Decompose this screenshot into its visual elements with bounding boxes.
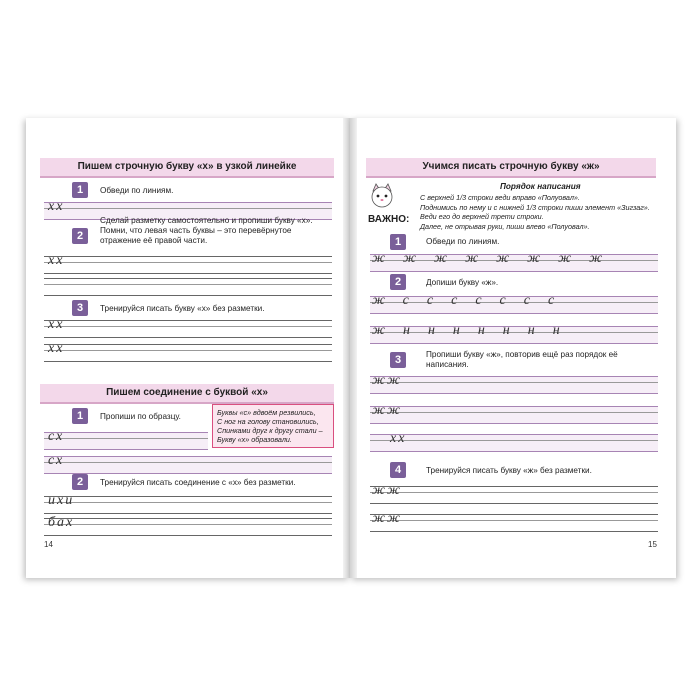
section-header-zh: Учимся писать строчную букву «ж»	[366, 158, 656, 178]
task2-1-instruction: Пропиши по образцу.	[100, 412, 181, 421]
section-header-x-narrow: Пишем строчную букву «х» в узкой линейке	[40, 158, 334, 178]
zh-task-4-instruction: Тренируйся писать букву «ж» без разметки.	[426, 466, 592, 475]
writing-lines-row2	[44, 256, 332, 274]
order-bullet-3: Далее, не отрывая руки, пиши влево «Полуовал».	[420, 222, 590, 231]
script-words1: ихи	[48, 493, 75, 508]
order-bullet-2: Поднимись по нему и с нижней 1/3 строки пиши элемент «Зигзаг». Веди его до верхней трети строки.	[420, 203, 650, 221]
order-title: Порядок написания	[500, 182, 581, 191]
writing-lines-row3	[44, 320, 332, 338]
writing-lines-row3b	[44, 344, 332, 362]
order-bullet-1: С верхней 1/3 строки веди вправо «Полуовал».	[420, 193, 580, 202]
zh-script-row7: жж	[372, 483, 403, 498]
script-row3b: хх	[48, 341, 65, 356]
writing-lines-words2	[44, 518, 332, 536]
poem-line-3: Спинками друг к другу стали –	[217, 426, 323, 435]
zh-lines-row5	[370, 406, 658, 424]
zh-task-2-instruction: Допиши букву «ж».	[426, 278, 499, 287]
writing-lines-conn2	[44, 456, 332, 474]
zh-task-3-instruction: Пропиши букву «ж», повторив ещё раз порядок её написания.	[426, 350, 618, 369]
zh-script-row2: жссссссс	[372, 293, 573, 308]
task-number-2: 2	[72, 228, 88, 244]
section-header-connection: Пишем соединение с буквой «х»	[40, 384, 334, 404]
poem-box	[212, 404, 334, 448]
task2-number-2: 2	[72, 474, 88, 490]
poem-line-4: Букву «х» образовали.	[217, 435, 292, 444]
cat-mascot-icon	[368, 182, 396, 210]
task-number-3: 3	[72, 300, 88, 316]
page-number-left: 14	[44, 540, 53, 549]
zh-script-row8: жж	[372, 511, 403, 526]
important-label: ВАЖНО:	[368, 214, 410, 225]
poem-line-2: С ног на голову становились,	[217, 417, 319, 426]
zh-script-row3: жннннннн	[372, 323, 578, 338]
book-gutter	[343, 118, 357, 578]
zh-script-row1: жжжжжжжж	[372, 251, 621, 266]
zh-lines-row6	[370, 434, 658, 452]
poem-line-1: Буквы «с» вдвоём резвились,	[217, 408, 316, 417]
task2-2-instruction: Тренируйся писать соединение с «х» без разметки.	[100, 478, 296, 487]
script-row3a: хх	[48, 317, 65, 332]
zh-task-1-instruction: Обведи по линиям.	[426, 237, 500, 246]
zh-script-row4: жж	[372, 373, 403, 388]
script-words2: бах	[48, 515, 75, 530]
script-conn1: сх	[48, 429, 65, 444]
writing-lines-row2b	[44, 278, 332, 296]
writing-lines-conn1	[44, 432, 208, 450]
zh-task-number-2: 2	[390, 274, 406, 290]
task2-number-1: 1	[72, 408, 88, 424]
zh-lines-row8	[370, 514, 658, 532]
zh-script-row6: хх	[390, 431, 407, 446]
task-number-1: 1	[72, 182, 88, 198]
page-number-right: 15	[648, 540, 657, 549]
task-2-instruction: Сделай разметку самостоятельно и пропиши букву «х». Помни, что левая часть буквы – это перевёрнутое отражение её правой части.	[100, 216, 313, 245]
zh-lines-row7	[370, 486, 658, 504]
zh-script-row5: жж	[372, 403, 403, 418]
writing-lines-words1	[44, 496, 332, 514]
zh-task-number-1: 1	[390, 234, 406, 250]
zh-task-number-3: 3	[390, 352, 406, 368]
script-row1: хх	[48, 199, 65, 214]
script-conn2: сх	[48, 453, 65, 468]
task-1-instruction: Обведи по линиям.	[100, 186, 174, 195]
task-3-instruction: Тренируйся писать букву «х» без разметки.	[100, 304, 265, 313]
zh-lines-row4	[370, 376, 658, 394]
zh-task-number-4: 4	[390, 462, 406, 478]
script-row2: хх	[48, 253, 65, 268]
